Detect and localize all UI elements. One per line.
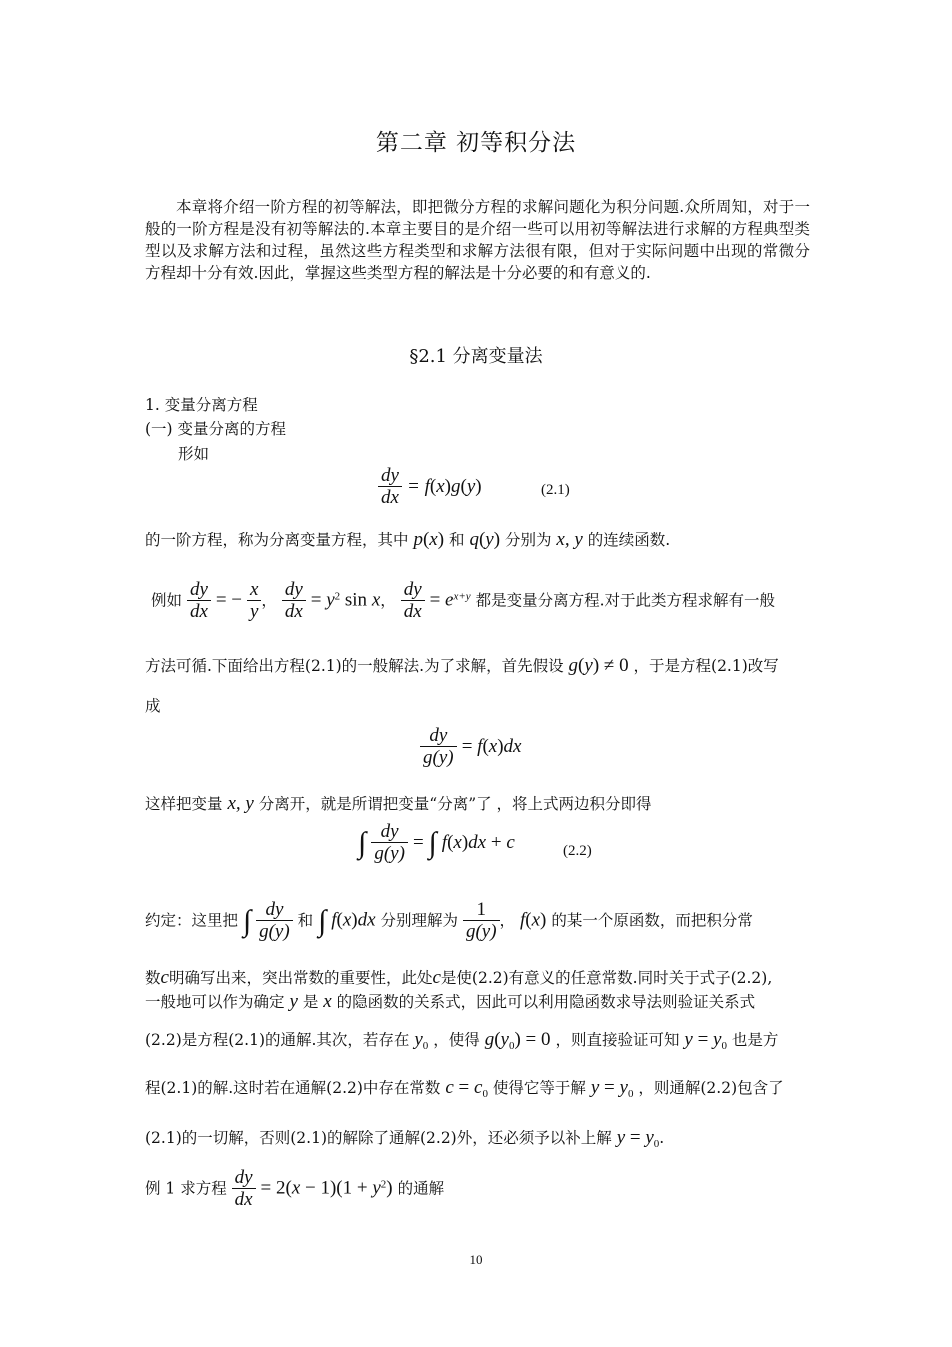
example-1-line: 例 1 求方程 $\frac{dy}{dx}$ = $2(x - 1)(1 + y^2)$ 的通解 — [145, 1167, 445, 1210]
text-line-p2c: 成 — [145, 697, 161, 715]
text-line-p7: (2.2)是方程(2.1)的通解.其次，若存在 $y_0$ ，使得 $g(y_0) = 0$ ，则直接验证可知 $y = y_0$ 也是方 — [145, 1029, 779, 1053]
text-line-p6: 一般地可以作为确定 y 是 x 的隐函数的关系式，因此可以利用隐函数求导法则验证关系式 — [145, 991, 756, 1012]
examples-line: 例如 $\frac{dy}{dx}$ = − $\frac{x}{y}$ ， $\frac{dy}{dx}$ = $y^2$ sin x， $\frac{dy}{dx}$ = $e^{x+y}$ 都是变量分离方程.对于此类方程求解有一般 — [151, 579, 776, 622]
xingru-text: 形如 — [178, 445, 210, 463]
text-line-p9: (2.1)的一切解，否则(2.1)的解除了通解(2.2)外，还必须予以补上解 $y = y_0$. — [145, 1127, 665, 1151]
equation-2-1-label: (2.1) — [541, 482, 570, 498]
equation-2-1: $\frac{dy}{dx}$ = f(x)g(y) — [378, 466, 482, 509]
text-line-p4: 约定：这里把 ∫ $\frac{dy}{g(y)}$ 和 ∫ f(x)dx 分别理解为 $\frac{1}{g(y)}$ ， f(x) 的某一个原函数，而把积分常 — [145, 899, 753, 942]
subheading-2: (一) 变量分离的方程 — [145, 420, 287, 438]
equation-2-2: ∫ $\frac{dy}{g(y)}$ = ∫ f(x)dx + c — [358, 821, 515, 864]
section-title: §2.1 分离变量法 — [409, 346, 543, 367]
intro-paragraph: 本章将介绍一阶方程的初等解法，即把微分方程的求解问题化为积分问题.众所周知，对于一般的一阶方程是没有初等解法的.本章主要目的是介绍一些可以用初等解法进行求解的方程典型类型以及求解方法和过程，虽然这些方程类型和求解方法很有限，但对于实际问题中出现的常微分方程却十分有效.因此，掌握这些类型方程的解法是十分必要的和有意义的. — [145, 198, 810, 282]
text-line-p5: 数c明确写出来，突出常数的重要性，此处c是使(2.2)有意义的任意常数.同时关于式子(2.2), — [145, 967, 773, 988]
text-line-p2: 方法可循.下面给出方程(2.1)的一般解法.为了求解，首先假设 g(y) ≠ 0 ，于是方程(2.1)改写 — [145, 655, 779, 676]
chapter-title: 第二章 初等积分法 — [375, 130, 577, 156]
equation-2-2-label: (2.2) — [563, 843, 592, 859]
text-line-p1: 的一阶方程，称为分离变量方程，其中 p(x) 和 q(y) 分别为 x, y 的连续函数. — [145, 529, 671, 550]
page-number: 10 — [469, 1252, 483, 1267]
subheading-1: 1. 变量分离方程 — [145, 396, 258, 414]
text-line-p3: 这样把变量 x, y 分离开，就是所谓把变量“分离”了 ，将上式两边积分即得 — [145, 793, 652, 814]
text-line-p8: 程(2.1)的解.这时若在通解(2.2)中存在常数 $c = c_0$ 使得它等于解 $y = y_0$ ，则通解(2.2)包含了 — [145, 1077, 784, 1101]
equation-separated: $\frac{dy}{g(y)}$ = f(x)dx — [420, 726, 521, 769]
